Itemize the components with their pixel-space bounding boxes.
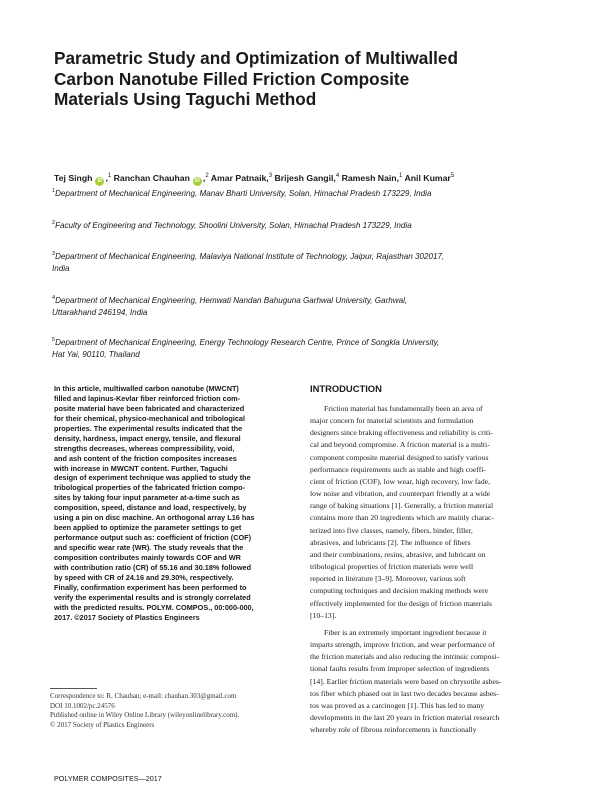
footnote-divider — [50, 688, 97, 689]
affiliation-text: Department of Mechanical Engineering, Malaviya National Institute of Technology, Jaipur, Rajasthan 302017, — [55, 252, 445, 261]
abstract-line: In this article, multiwalled carbon nanotube (MWCNT) — [54, 384, 239, 393]
affiliation-number: 1 — [52, 188, 56, 194]
abstract-line: composition, speed, distance and load, respectively, by — [54, 503, 247, 513]
article-title — [54, 48, 524, 110]
intro-paragraph-1 — [310, 403, 550, 622]
affiliation-text: Faculty of Engineering and Technology, Shoolini University, Solan, Himachal Pradesh 173229, India — [55, 221, 412, 230]
abstract-line: 2017. ©2017 Society of Plastics Engineers — [54, 612, 200, 622]
body-line: tional faults results from improper selection of ingredients — [310, 664, 490, 674]
abstract-line: Finally, confirmation experiment has been performed to — [54, 582, 247, 592]
author-affiliation-number: 4 — [335, 173, 340, 179]
affiliation-text: Department of Mechanical Engineering, Hemwati Nandan Bahuguna Garhwal University, Garhwal, — [55, 296, 408, 305]
body-line: major concern for material scientists and formulation — [310, 416, 474, 426]
author-name: Amar Patnaik, — [210, 173, 269, 183]
affiliation-4 — [52, 292, 552, 319]
introduction-heading: INTRODUCTION — [310, 383, 382, 394]
author-name: Tej Singh — [54, 173, 93, 183]
abstract-line: tribological properties of the fabricated friction compo- — [54, 483, 245, 493]
abstract-line: and specific wear rate (WR). The study reveals that the — [54, 543, 244, 552]
body-line: reported in literature [3–9]. Moreover, various soft — [310, 574, 466, 584]
journal-footer: POLYMER COMPOSITES—2017 — [54, 774, 162, 783]
body-line: range of baking situations [1]. Generally, a friction material — [310, 501, 494, 511]
body-line: and their combinations, resins, abrasive, and lubricant on — [310, 549, 486, 559]
author-name: Anil Kumar — [404, 173, 451, 183]
title-line: Carbon Nanotube Filled Friction Composite — [54, 68, 410, 89]
body-line: performance requirements such as stable and high coeffi- — [310, 464, 486, 474]
author-affiliation-number: 5 — [450, 173, 455, 179]
body-line: cal and beyond compromise. A friction material is a multi- — [310, 440, 490, 450]
abstract-line: filled and lapinus-Kevlar fiber reinforced friction com- — [54, 393, 241, 403]
abstract-line: with contribution ratio (CR) of 55.16 and 30.18% followed — [54, 562, 252, 572]
body-line: component composite material designed to satisfy various — [310, 452, 489, 462]
affiliation-number: 3 — [52, 251, 56, 257]
body-line: imparts strength, improve friction, and wear performance of — [310, 640, 495, 650]
affiliation-5 — [52, 334, 552, 361]
abstract-line: verify the experimental results and is strongly correlated — [54, 592, 251, 602]
body-line: the friction materials and also reducing the intrinsic composi- — [310, 652, 500, 662]
abstract-line: strengths decreases, whereas compressibility, void, — [54, 443, 235, 453]
abstract-line: with the predicted results. POLYM. COMPOS., 00:000-000, — [54, 602, 254, 612]
body-line: contains more than 20 ingredients which are mainly charac- — [310, 513, 495, 523]
correspondence-line: Correspondence to: R. Chauhan; e-mail: chauhan.303@gmail.com — [50, 692, 237, 700]
affiliation-number: 4 — [52, 295, 56, 301]
title-line: Parametric Study and Optimization of Multiwalled — [54, 48, 458, 68]
body-line: terized into five classes, namely, fibers, binder, filler, — [310, 525, 473, 535]
body-line: computing techniques and decision making methods were — [310, 586, 489, 596]
title-line: Materials Using Taguchi Method — [54, 89, 317, 109]
body-line: effectively implemented for the design of friction materials — [310, 598, 492, 608]
doi-line: DOI 10.1002/pc.24576 — [50, 701, 115, 710]
body-line: whereby role of fibrous reinforcements is functionally — [310, 725, 477, 735]
copyright-line: © 2017 Society of Plastics Engineers — [50, 720, 155, 729]
body-line: low noise and vibration, and counterpart friendly at a wide — [310, 489, 491, 499]
affiliation-text: Department of Mechanical Engineering, Manav Bharti University, Solan, Himachal Pradesh 173229, India — [55, 189, 432, 198]
body-line: cient of friction (COF), low wear, high recovery, low fade, — [310, 476, 491, 486]
author-affiliation-number: 1 — [399, 173, 403, 179]
author-name: Ranchan Chauhan — [113, 173, 190, 183]
body-line: tribological properties of friction materials were well — [310, 562, 474, 572]
author-name: Ramesh Nain, — [341, 173, 400, 183]
author-affiliation-number: 2 — [205, 173, 209, 179]
affiliation-3 — [52, 248, 552, 275]
abstract-line: composition contributes mainly towards COF and WR — [54, 552, 241, 562]
affiliation-1 — [52, 185, 552, 200]
abstract-line: using a pin on disc machine. An orthogonal array L16 has — [54, 513, 255, 523]
author-affiliation-number: 3 — [268, 173, 273, 179]
author-name: Brijesh Gangil, — [274, 173, 336, 183]
abstract-line: properties. The experimental results indicated that the — [54, 423, 243, 433]
intro-paragraph-2 — [310, 627, 550, 736]
affiliation-text: India — [52, 264, 70, 273]
abstract-line: posite material have been fabricated and characterized — [54, 403, 245, 413]
body-line: Fiber is an extremely important ingredient because it — [324, 628, 487, 637]
affiliation-number: 2 — [52, 220, 56, 226]
abstract-line: and ash content of the friction composites increases — [54, 453, 237, 463]
abstract — [54, 384, 298, 623]
abstract-line: sites by taking four input parameter at-a-time such as — [54, 493, 240, 503]
orcid-icon[interactable]: iD — [194, 178, 200, 184]
body-line: [14]. Earlier friction materials were based on chrysotile asbes- — [310, 676, 502, 686]
affiliation-number: 5 — [52, 337, 56, 343]
author-list: Tej Singh iD ,$^1$ Ranchan Chauhan iD ,$^2$ Amar Patnaik,$^3$ Brijesh Gangil,$^4$ Ramesh Nain,$^1$ Anil Kumar$^5$ — [54, 173, 455, 184]
body-line: developments in the last 20 years in friction material research — [310, 713, 500, 723]
abstract-line: by speed with CR of 24.16 and 29.30%, respectively. — [54, 572, 234, 582]
author-affiliation-number: 1 — [107, 173, 112, 179]
correspondence-note — [50, 688, 300, 730]
body-line: [10–13]. — [310, 610, 337, 620]
abstract-line: been applied to optimize the parameter settings to get — [54, 523, 242, 533]
abstract-line: for their chemical, physico-mechanical and tribological — [54, 413, 245, 423]
affiliation-2 — [52, 217, 552, 232]
body-line: tos was proved as a carcinogen [1]. This has led to many — [310, 700, 485, 710]
body-line: tos fiber which phased out in last two decades because asbes- — [310, 688, 499, 698]
abstract-line: density, hardness, impact energy, tensile, and flexural — [54, 433, 241, 443]
affiliation-text: Department of Mechanical Engineering, Energy Technology Research Centre, Prince of Songkla University, — [55, 338, 440, 347]
abstract-line: performance output such as: coefficient of friction (COF) — [54, 533, 252, 543]
affiliation-text: Uttarakhand 246194, India — [52, 308, 148, 317]
published-online-line: Published online in Wiley Online Library (wileyonlinelibrary.com). — [50, 711, 240, 719]
body-line: designers since braking effectiveness and reliability is criti- — [310, 428, 493, 438]
body-line: Friction material has fundamentally been an area of — [324, 404, 483, 413]
abstract-line: with increase in MWCNT content. Further, Taguchi — [54, 463, 228, 473]
abstract-line: design of experiment technique was applied to study the — [54, 473, 251, 483]
body-line: abrasives, and lubricants [2]. The influence of fibers — [310, 537, 471, 547]
affiliation-text: Hat Yai, 90110, Thailand — [52, 350, 140, 359]
orcid-icon[interactable]: iD — [97, 178, 103, 184]
